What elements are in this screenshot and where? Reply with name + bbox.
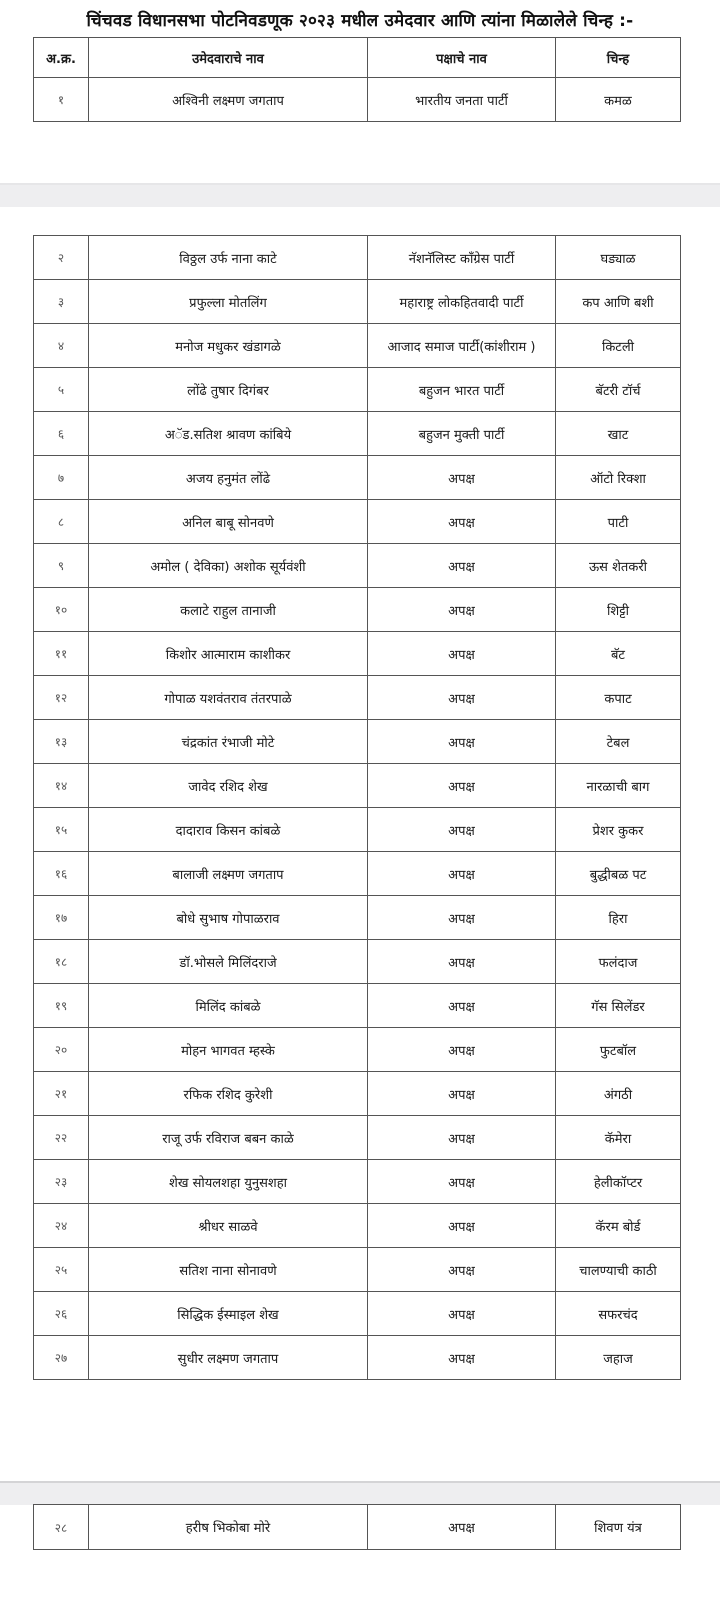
cell-candidate-name: अमोल ( देविका) अशोक सूर्यवंशी (89, 544, 368, 588)
table-row (34, 324, 681, 368)
cell-candidate-name: सुधीर लक्ष्मण जगताप (89, 1336, 368, 1380)
table-row (34, 1160, 681, 1204)
cell-candidate-name: शेख सोयलशहा युनुसशहा (89, 1160, 368, 1204)
cell-party-name: आजाद समाज पार्टी(कांशीराम ) (368, 324, 556, 368)
cell-serial: ८ (34, 500, 89, 544)
cell-party-name: अपक्ष (368, 896, 556, 940)
cell-serial: २२ (34, 1116, 89, 1160)
page-separator (0, 183, 720, 207)
table-row (34, 1116, 681, 1160)
cell-candidate-name: किशोर आत्माराम काशीकर (89, 632, 368, 676)
cell-serial: १० (34, 588, 89, 632)
header-symbol: चिन्ह (556, 38, 681, 78)
cell-candidate-name: बोधे सुभाष गोपाळराव (89, 896, 368, 940)
cell-candidate-name: राजू उर्फ रविराज बबन काळे (89, 1116, 368, 1160)
table-row (34, 984, 681, 1028)
cell-party-name: अपक्ष (368, 544, 556, 588)
cell-symbol: नारळाची बाग (556, 764, 681, 808)
cell-serial: १७ (34, 896, 89, 940)
cell-symbol: शिवण यंत्र (556, 1505, 681, 1550)
table-row (34, 940, 681, 984)
cell-party-name: अपक्ष (368, 1116, 556, 1160)
table-row (34, 368, 681, 412)
cell-symbol: गॅस सिलेंडर (556, 984, 681, 1028)
cell-serial: २८ (34, 1505, 89, 1550)
cell-symbol: हेलीकॉप्टर (556, 1160, 681, 1204)
table-row (34, 676, 681, 720)
table-row (34, 808, 681, 852)
cell-serial: ११ (34, 632, 89, 676)
cell-candidate-name: चंद्रकांत रंभाजी मोटे (89, 720, 368, 764)
cell-serial: ९ (34, 544, 89, 588)
cell-candidate-name: सिद्धिक ईस्माइल शेख (89, 1292, 368, 1336)
cell-symbol: पाटी (556, 500, 681, 544)
cell-serial: ५ (34, 368, 89, 412)
cell-candidate-name: प्रफुल्ला मोतलिंग (89, 280, 368, 324)
cell-party-name: अपक्ष (368, 632, 556, 676)
cell-serial: ७ (34, 456, 89, 500)
cell-symbol: बुद्धीबळ पट (556, 852, 681, 896)
table-row (34, 588, 681, 632)
header-party-name: पक्षाचे नाव (368, 38, 556, 78)
table-row (34, 852, 681, 896)
cell-party-name: अपक्ष (368, 984, 556, 1028)
table-row (34, 544, 681, 588)
cell-party-name: महाराष्ट्र लोकहितवादी पार्टी (368, 280, 556, 324)
cell-party-name: अपक्ष (368, 588, 556, 632)
cell-serial: २० (34, 1028, 89, 1072)
candidate-table-page-2 (33, 235, 681, 1380)
cell-serial: १२ (34, 676, 89, 720)
cell-party-name: अपक्ष (368, 1028, 556, 1072)
cell-symbol: ऑटो रिक्शा (556, 456, 681, 500)
cell-candidate-name: हरीष भिकोबा मोरे (89, 1505, 368, 1550)
cell-party-name: बहुजन मुक्ती पार्टी (368, 412, 556, 456)
candidate-table-page-1 (33, 37, 681, 122)
cell-party-name: अपक्ष (368, 1505, 556, 1550)
table-row (34, 1028, 681, 1072)
cell-serial: २७ (34, 1336, 89, 1380)
cell-party-name: अपक्ष (368, 1160, 556, 1204)
cell-candidate-name: लोंढे तुषार दिगंबर (89, 368, 368, 412)
cell-candidate-name: श्रीधर साळवे (89, 1204, 368, 1248)
cell-symbol: कप आणि बशी (556, 280, 681, 324)
table-row (34, 1336, 681, 1380)
table-row (34, 1292, 681, 1336)
candidate-table-page-3 (33, 1504, 681, 1550)
cell-candidate-name: कलाटे राहुल तानाजी (89, 588, 368, 632)
cell-candidate-name: गोपाळ यशवंतराव तंतरपाळे (89, 676, 368, 720)
table-row (34, 896, 681, 940)
cell-symbol: किटली (556, 324, 681, 368)
cell-party-name: अपक्ष (368, 500, 556, 544)
cell-symbol: घड्याळ (556, 236, 681, 280)
cell-symbol: कपाट (556, 676, 681, 720)
cell-party-name: अपक्ष (368, 1072, 556, 1116)
cell-serial: २५ (34, 1248, 89, 1292)
table-row (34, 500, 681, 544)
cell-serial: १६ (34, 852, 89, 896)
cell-symbol: अंगठी (556, 1072, 681, 1116)
cell-symbol: सफरचंद (556, 1292, 681, 1336)
cell-candidate-name: अॅड.सतिश श्रावण कांबिये (89, 412, 368, 456)
header-serial: अ.क्र. (34, 38, 89, 78)
cell-party-name: अपक्ष (368, 940, 556, 984)
cell-serial: २३ (34, 1160, 89, 1204)
table-row (34, 1248, 681, 1292)
table-row (34, 280, 681, 324)
cell-candidate-name: डॉ.भोसले मिलिंदराजे (89, 940, 368, 984)
cell-serial: ४ (34, 324, 89, 368)
cell-serial: १५ (34, 808, 89, 852)
cell-symbol: कमळ (556, 78, 681, 122)
cell-party-name: अपक्ष (368, 1204, 556, 1248)
cell-symbol: जहाज (556, 1336, 681, 1380)
cell-symbol: फुटबॉल (556, 1028, 681, 1072)
cell-party-name: अपक्ष (368, 852, 556, 896)
cell-serial: १९ (34, 984, 89, 1028)
document-title: चिंचवड विधानसभा पोटनिवडणूक २०२३ मधील उमेदवार आणि त्यांना मिळालेले चिन्ह :- (86, 11, 634, 31)
table-row (34, 412, 681, 456)
cell-candidate-name: मिलिंद कांबळे (89, 984, 368, 1028)
cell-symbol: चालण्याची काठी (556, 1248, 681, 1292)
cell-candidate-name: विठ्ठल उर्फ नाना काटे (89, 236, 368, 280)
cell-serial: १४ (34, 764, 89, 808)
table-row (34, 78, 681, 122)
cell-candidate-name: सतिश नाना सोनावणे (89, 1248, 368, 1292)
cell-symbol: प्रेशर कुकर (556, 808, 681, 852)
cell-serial: २ (34, 236, 89, 280)
cell-candidate-name: मनोज मधुकर खंडागळे (89, 324, 368, 368)
cell-serial: १८ (34, 940, 89, 984)
cell-party-name: नॅशनॅलिस्ट कॉंग्रेस पार्टी (368, 236, 556, 280)
cell-party-name: भारतीय जनता पार्टी (368, 78, 556, 122)
cell-serial: २६ (34, 1292, 89, 1336)
cell-serial: २१ (34, 1072, 89, 1116)
table-row (34, 632, 681, 676)
cell-candidate-name: बालाजी लक्ष्मण जगताप (89, 852, 368, 896)
cell-candidate-name: मोहन भागवत म्हस्के (89, 1028, 368, 1072)
cell-party-name: अपक्ष (368, 720, 556, 764)
cell-symbol: कॅरम बोर्ड (556, 1204, 681, 1248)
cell-symbol: बॅट (556, 632, 681, 676)
cell-candidate-name: अश्विनी लक्ष्मण जगताप (89, 78, 368, 122)
cell-symbol: फलंदाज (556, 940, 681, 984)
cell-symbol: कॅमेरा (556, 1116, 681, 1160)
cell-symbol: टेबल (556, 720, 681, 764)
cell-serial: २४ (34, 1204, 89, 1248)
cell-candidate-name: दादाराव किसन कांबळे (89, 808, 368, 852)
cell-symbol: शिट्टी (556, 588, 681, 632)
cell-serial: ३ (34, 280, 89, 324)
cell-party-name: अपक्ष (368, 456, 556, 500)
table-row (34, 1505, 681, 1550)
cell-candidate-name: रफिक रशिद कुरेशी (89, 1072, 368, 1116)
table-row (34, 1072, 681, 1116)
table-row (34, 764, 681, 808)
cell-candidate-name: जावेद रशिद शेख (89, 764, 368, 808)
cell-party-name: अपक्ष (368, 1248, 556, 1292)
cell-serial: ६ (34, 412, 89, 456)
cell-party-name: अपक्ष (368, 764, 556, 808)
cell-candidate-name: अनिल बाबू सोनवणे (89, 500, 368, 544)
cell-party-name: अपक्ष (368, 1292, 556, 1336)
table-row (34, 1204, 681, 1248)
cell-symbol: बॅटरी टॉर्च (556, 368, 681, 412)
table-row (34, 236, 681, 280)
table-row (34, 456, 681, 500)
cell-serial: १ (34, 78, 89, 122)
page-separator (0, 1481, 720, 1505)
cell-party-name: अपक्ष (368, 808, 556, 852)
cell-candidate-name: अजय हनुमंत लोंढे (89, 456, 368, 500)
cell-party-name: अपक्ष (368, 676, 556, 720)
cell-symbol: ऊस शेतकरी (556, 544, 681, 588)
cell-symbol: खाट (556, 412, 681, 456)
cell-symbol: हिरा (556, 896, 681, 940)
table-row (34, 720, 681, 764)
cell-party-name: बहुजन भारत पार्टी (368, 368, 556, 412)
table-header-row (34, 38, 681, 78)
header-candidate-name: उमेदवाराचे नाव (89, 38, 368, 78)
cell-party-name: अपक्ष (368, 1336, 556, 1380)
cell-serial: १३ (34, 720, 89, 764)
